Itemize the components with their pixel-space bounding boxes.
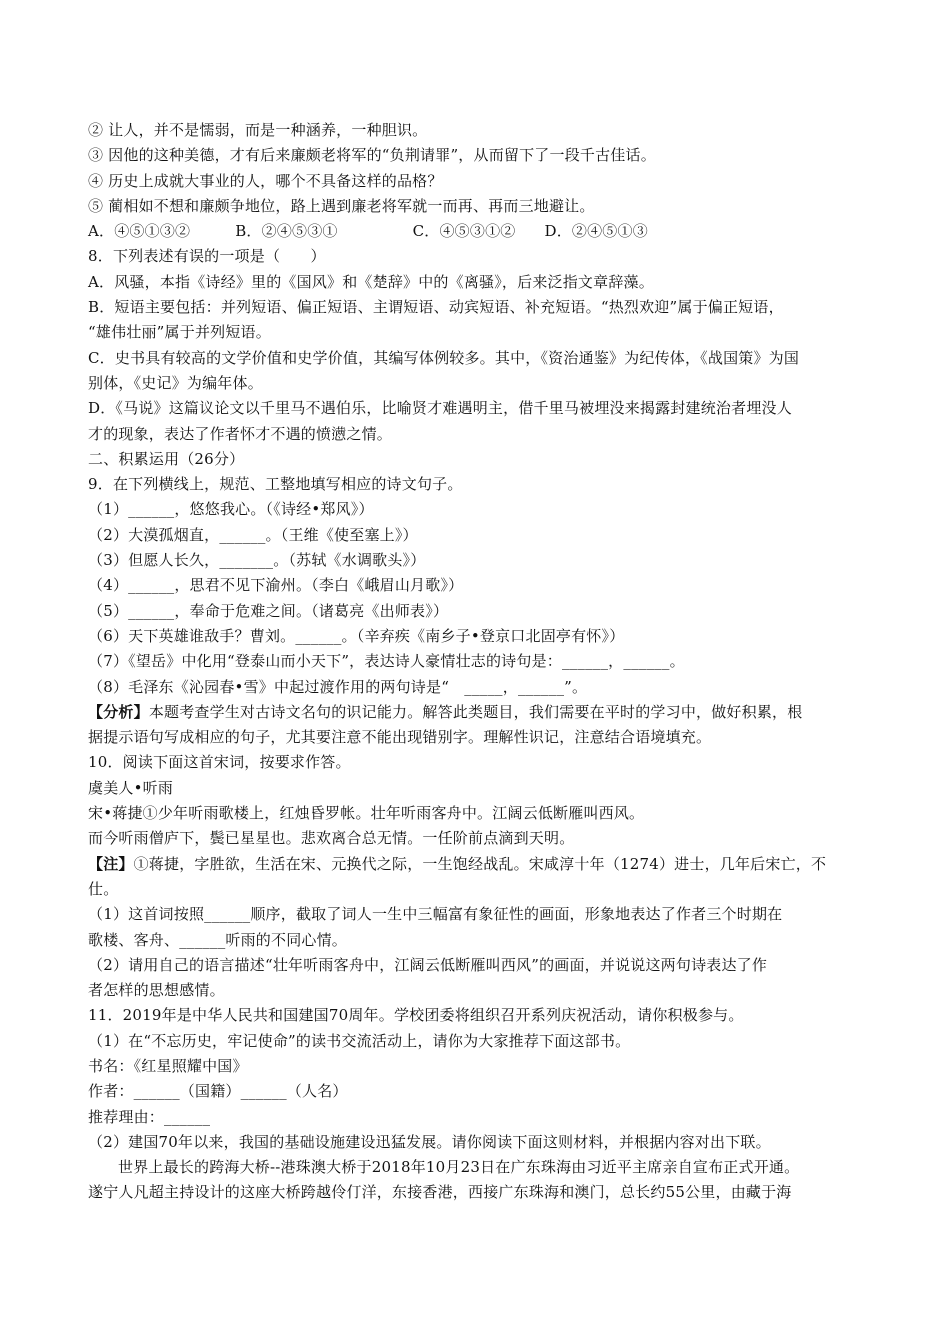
note-line [88,852,870,877]
text-line: ⑤ 蔺相如不想和廉颇争地位，路上遇到廉老将军就一而再、再而三地避让。 [88,196,595,215]
option-d: D．②④⑤①③ [544,222,648,241]
poem-title: 虞美人•听雨 [88,778,174,797]
option-a: A．④⑤①③② [88,222,191,241]
material-paragraph-line: 世界上最长的跨海大桥--港珠澳大桥于2018年10月23日在广东珠海由习近平主席亲自宣布正式开通。 [118,1158,800,1177]
text-line: “雄伟壮丽”属于并列短语。 [88,323,271,342]
text-line: （1）在“不忘历史，牢记使命”的读书交流活动上，请你为大家推荐下面这部书。 [88,1031,631,1050]
option-b: B．②④⑤③① [235,222,338,241]
section-heading: 二、积累运用（26分） [88,449,245,468]
question-11-stem: 11．2019年是中华人民共和国建国70周年。学校团委将组织召开系列庆祝活动，请你积极参与。 [88,1006,744,1025]
text-line: 别体，《史记》为编年体。 [88,373,263,392]
text-line: （8）毛泽东《沁园春•雪》中起过渡作用的两句诗是“ _____，______”。 [88,677,588,696]
text-line: ③ 因他的这种美德，才有后来廉颇老将军的“负荆请罪”，从而留下了一段千古佳话。 [88,146,656,165]
text-line: （2）建国70年以来，我国的基础设施建设迅猛发展。请你阅读下面这则材料，并根据内容对出下联。 [88,1132,771,1151]
book-author-line: 作者：______（国籍）______（人名） [88,1082,348,1101]
option-c: C．④⑤③①② [412,222,516,241]
poem-line: 宋•蒋捷①少年听雨歌楼上，红烛昏罗帐。壮年听雨客舟中。江阔云低断雁叫西风。 [88,804,645,823]
question-8-stem: 8．下列表述有误的一项是（ ） [88,247,326,266]
book-title-line: 书名：《红星照耀中国》 [88,1056,248,1075]
text-line: （5）______，奉命于危难之间。（诸葛亮《出师表》） [88,601,449,620]
analysis-line [88,700,870,725]
text-line: ② 让人，并不是懦弱，而是一种涵养，一种胆识。 [88,121,428,139]
text-line: （7）《望岳》中化用“登泰山而小天下”，表达诗人豪情壮志的诗句是：______，______。 [88,652,685,671]
text-line: C．史书具有较高的文学价值和史学价值，其编写体例较多。其中，《资治通鉴》为纪传体，《战国策》为国 [88,348,800,367]
text-line: 者怎样的思想感情。 [88,981,225,1000]
question-9-stem: 9．在下列横线上，规范、工整地填写相应的诗文句子。 [88,475,463,494]
recommend-reason-line: 推荐理由：______ [88,1107,211,1126]
text-line: ④ 历史上成就大事业的人，哪个不具备这样的品格？ [88,171,443,190]
text-line: （3）但愿人长久，_______。（苏轼《水调歌头》） [88,551,426,570]
text-line: 才的现象，表达了作者怀才不遇的愤懑之情。 [88,424,393,443]
analysis-tag: 【分析】 [88,702,149,721]
material-paragraph-line: 遂宁人凡超主持设计的这座大桥跨越伶仃洋，东接香港，西接广东珠海和澳门，总长约55公里，由藏于海 [88,1183,792,1202]
text-line: （1）______，悠悠我心。（《诗经•郑风》） [88,500,374,519]
text-line: 仕。 [88,879,119,898]
note-text: ①蒋捷，字胜欲，生活在宋、元换代之际，一生饱经战乱。宋咸淳十年（1274）进士，几年后宋亡，不 [133,854,827,873]
text-line: （2）请用自己的语言描述“壮年听雨客舟中，江阔云低断雁叫西风”的画面，并说说这两句诗表达了作 [88,955,768,974]
text-line: 歌楼、客舟、______听雨的不同心情。 [88,930,348,949]
note-tag: 【注】 [88,854,134,873]
analysis-text: 本题考查学生对古诗文名句的识记能力。解答此类题目，我们需要在平时的学习中，做好积累，根 [148,702,803,721]
text-line: （2）大漠孤烟直，______。（王维《使至塞上》） [88,525,418,544]
text-line: （4）______，思君不见下渝州。（李白《峨眉山月歌》） [88,576,464,595]
text-line: 据提示语句写成相应的句子，尤其要注意不能出现错别字。理解性识记，注意结合语境填充。 [88,728,712,747]
text-line: （1）这首词按照______顺序，截取了词人一生中三幅富有象征性的画面，形象地表达了作者三个时期在 [88,905,783,924]
text-line: A．风骚，本指《诗经》里的《国风》和《楚辞》中的《离骚》，后来泛指文章辞藻。 [88,272,654,291]
poem-line: 而今听雨僧庐下，鬓已星星也。悲欢离合总无情。一任阶前点滴到天明。 [88,829,575,848]
text-line: B．短语主要包括：并列短语、偏正短语、主谓短语、动宾短语、补充短语。“热烈欢迎”属于偏正短语， [88,298,784,317]
text-line: （6）天下英雄谁敌手？曹刘。______。（辛弃疾《南乡子•登京口北固亭有怀》） [88,626,625,645]
question-7-options [88,219,870,244]
question-10-stem: 10．阅读下面这首宋词，按要求作答。 [88,753,351,772]
text-line: D．《马说》这篇议论文以千里马不遇伯乐，比喻贤才难遇明主，借千里马被埋没来揭露封建统治者埋没人 [88,399,792,418]
